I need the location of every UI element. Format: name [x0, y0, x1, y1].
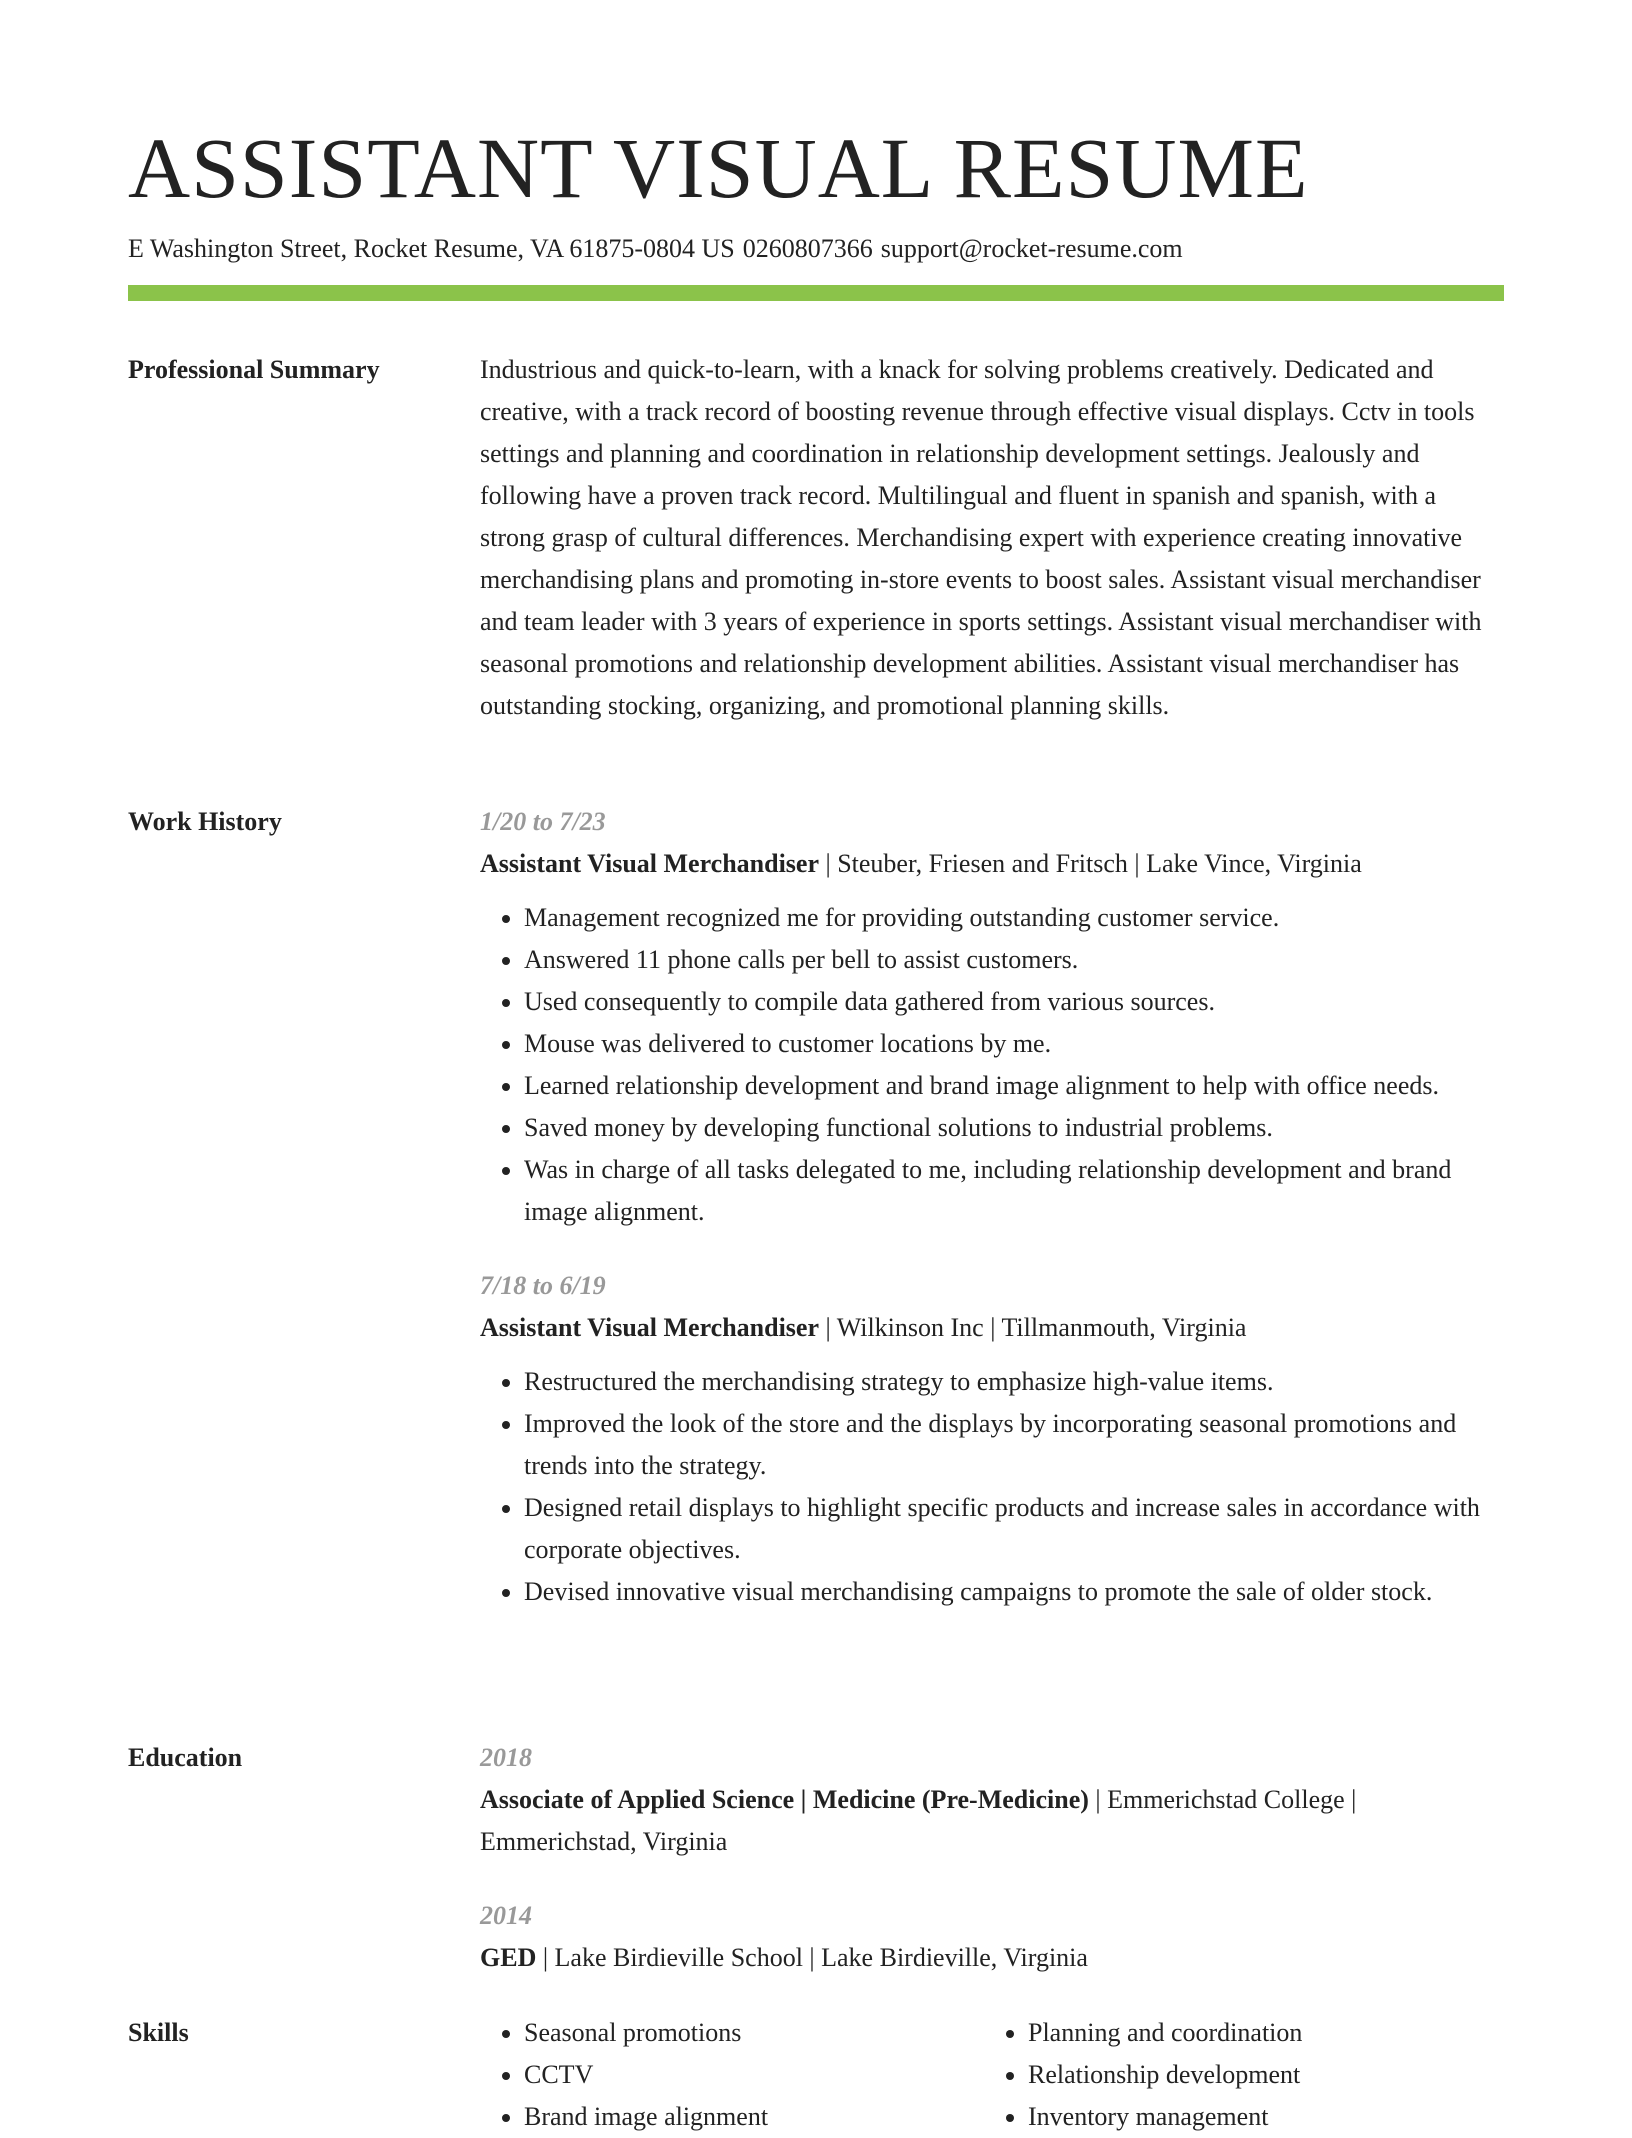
job-title: Assistant Visual Merchandiser: [480, 849, 819, 878]
skills-list-left: [480, 2012, 984, 2138]
job-bullet: • Mouse was delivered to customer locations by me.: [524, 1023, 1504, 1065]
skill-item: • Relationship development: [1028, 2054, 1488, 2096]
job-bullet: • Improved the look of the store and the displays by incorporating seasonal promotions and trends into the strategy.: [524, 1403, 1504, 1487]
job-bullet: • Restructured the merchandising strategy to emphasize high-value items.: [524, 1361, 1504, 1403]
job-bullet: • Management recognized me for providing outstanding customer service.: [524, 897, 1504, 939]
job-title: Assistant Visual Merchandiser: [480, 1313, 819, 1342]
contact-line: [128, 232, 1504, 266]
education-entry: [480, 1737, 1504, 1863]
education-heading: [480, 1937, 1504, 1979]
skill-item: • CCTV: [524, 2054, 984, 2096]
education-school: | Lake Birdieville School | Lake Birdieville, Virginia: [536, 1943, 1088, 1972]
skill-item: • Brand image alignment: [524, 2096, 984, 2138]
education-degree: GED: [480, 1943, 537, 1972]
job-bullet: • Designed retail displays to highlight specific products and increase sales in accordance with corporate objectives.: [524, 1487, 1504, 1571]
job-bullet: • Learned relationship development and brand image alignment to help with office needs.: [524, 1065, 1504, 1107]
skill-item: • Inventory management: [1028, 2096, 1488, 2138]
section-title-education: Education: [128, 1743, 243, 1772]
job-employer: | Wilkinson Inc | Tillmanmouth, Virginia: [819, 1313, 1247, 1342]
contact-email: support@rocket-resume.com: [880, 234, 1183, 263]
job-bullet: • Devised innovative visual merchandising campaigns to promote the sale of older stock.: [524, 1571, 1504, 1613]
education-entry: [480, 1895, 1504, 1979]
accent-divider: [128, 285, 1504, 301]
candidate-name: ASSISTANT VISUAL RESUME: [128, 120, 1309, 216]
job-dates: 1/20 to 7/23: [480, 807, 606, 836]
education-year: 2018: [480, 1743, 532, 1772]
education-school: | Emmerichstad College | Emmerichstad, Virginia: [480, 1785, 1357, 1856]
job-bullet: • Answered 11 phone calls per bell to assist customers.: [524, 939, 1504, 981]
education-heading: [480, 1779, 1504, 1863]
contact-address: E Washington Street, Rocket Resume, VA 61875-0804 US: [128, 234, 735, 263]
job-entry: [480, 801, 1504, 1233]
contact-phone: 0260807366: [742, 234, 873, 263]
job-bullet: • Used consequently to compile data gathered from various sources.: [524, 981, 1504, 1023]
skill-item: • Seasonal promotions: [524, 2012, 984, 2054]
job-bullet: • Saved money by developing functional solutions to industrial problems.: [524, 1107, 1504, 1149]
job-bullets: [480, 1361, 1504, 1613]
skills-grid: [480, 2012, 1504, 2138]
skill-item: • Planning and coordination: [1028, 2012, 1488, 2054]
section-title-skills: Skills: [128, 2018, 189, 2047]
job-entry: [480, 1265, 1504, 1613]
skills-body: [480, 2012, 1504, 2138]
section-title-work-history: Work History: [128, 807, 282, 836]
job-bullets: [480, 897, 1504, 1233]
section-title-summary: Professional Summary: [128, 355, 380, 384]
summary-body: [480, 349, 1504, 727]
job-dates: 7/18 to 6/19: [480, 1271, 606, 1300]
job-heading: [480, 843, 1504, 885]
work-history-body: [480, 801, 1504, 1613]
summary-text: Industrious and quick-to-learn, with a knack for solving problems creatively. Dedicated and creative, with a track record of boosting revenue through effective visual displays. Cctv in tools settings and planning and coordination in relationship development settings. Jealously and following have a proven track record. Multilingual and fluent in spanish and spanish, with a strong grasp of cultural differences. Merchandising expert with experience creating innovative merchandising plans and promoting in-store events to boost sales. Assistant visual merchandiser and team leader with 3 years of experience in sports settings. Assistant visual merchandiser with seasonal promotions and relationship development abilities. Assistant visual merchandiser has outstanding stocking, organizing, and promotional planning skills.: [480, 355, 1482, 720]
resume-header: [128, 118, 1504, 266]
education-degree: Associate of Applied Science | Medicine (Pre-Medicine): [480, 1785, 1089, 1814]
job-bullet: • Was in charge of all tasks delegated to me, including relationship development and brand image alignment.: [524, 1149, 1504, 1233]
education-body: [480, 1737, 1504, 1979]
skills-list-right: [984, 2012, 1488, 2138]
job-employer: | Steuber, Friesen and Fritsch | Lake Vince, Virginia: [819, 849, 1362, 878]
job-heading: [480, 1307, 1504, 1349]
education-year: 2014: [480, 1901, 532, 1930]
